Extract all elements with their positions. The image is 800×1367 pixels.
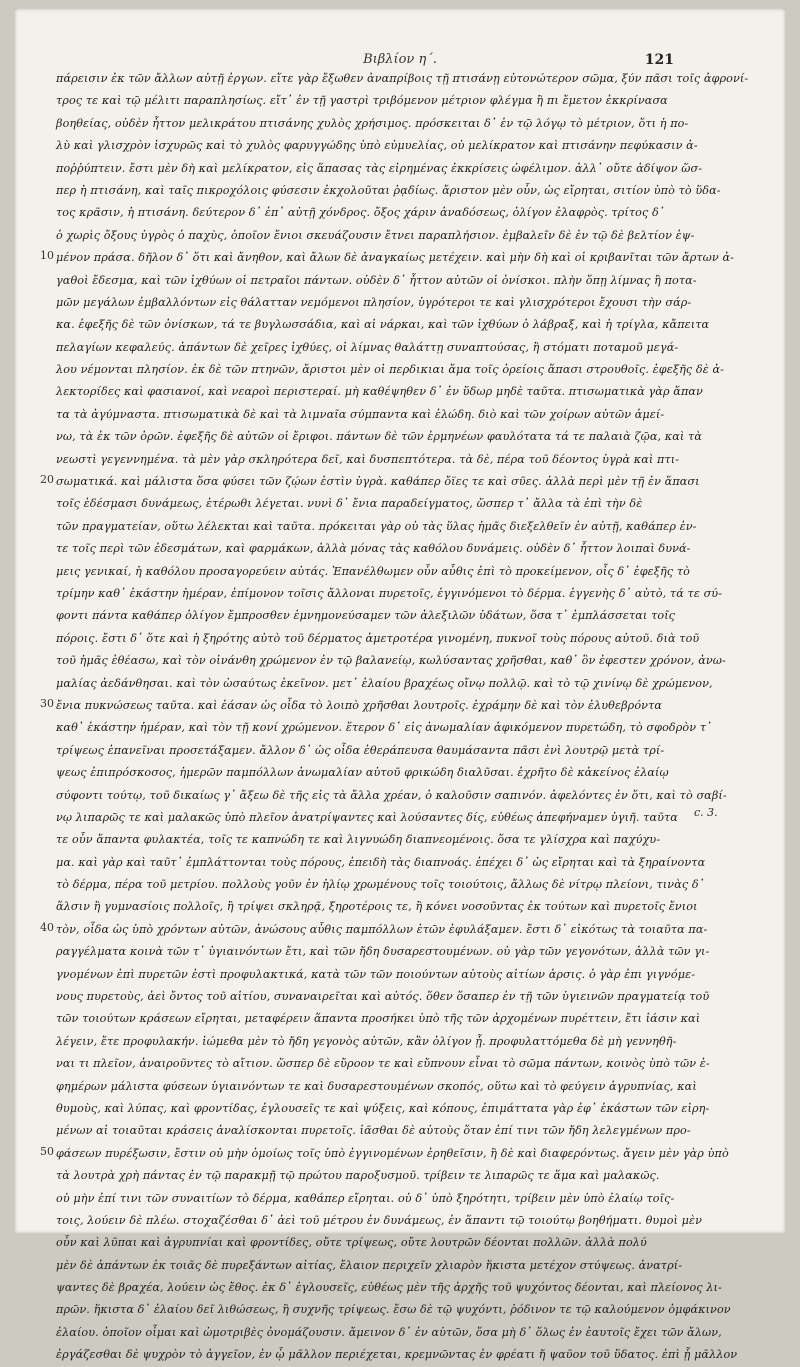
- margin-note: c. 3.: [694, 806, 718, 819]
- text-line: τὸ δέρμα, πέρα τοῦ μετρίου. πολλοὺς γοῦν ἐν ἡλίῳ χρωμένους τοῖς τοιούτοις, ἄλλως δὲ νίτρῳ πλείονι, τινὰς δ᾽: [56, 878, 705, 892]
- text-line: λέγειν, ἔτε προφυλακήν. ἰώμεθα μὲν τὸ ἤδη γεγονὸς αὐτῶν, κἂν ὀλίγον ᾖ. προφυλαττόμεθα δὲ μὴ γεννηθῆ-: [56, 1034, 677, 1048]
- text-line: νῳ λιπαρῶς τε καὶ μαλακῶς ὑπὸ πλεῖον ἀνατρίψαντες καὶ λούσαντες δίς, εὐθέως ἀπεφήναμεν ὑγιῆ. ταῦτα: [56, 810, 678, 824]
- text-line: σωματικά. καὶ μάλιστα ὅσα φύσει τῶν ζῴων ἐστὶν ὑγρὰ. καθάπερ ὄϊες τε καὶ σῦες. ἀλλὰ περὶ μὲν τῇ ἐν ἅπασι: [56, 475, 700, 489]
- text-line: γνομένων ἐπὶ πυρετῶν ἐστὶ προφυλακτικά, κατὰ τῶν τῶν ποιούντων αὐτοὺς αἰτίων ἀρσις. ὁ γὰρ ἐπι γιγνόμε-: [56, 967, 696, 981]
- text-line: πόροις. ἔστι δ᾽ ὅτε καὶ ἡ ξηρότης αὐτὸ τοῦ δέρματος ἀμετροτέρα γινομένη, πυκνοῖ τοὺς πόρους αὐτοῦ. διὰ τοῦ: [56, 631, 700, 645]
- text-line: ἐλαίου. ὁποῖον οἷμαι καὶ ὠμοτριβὲς ὀνομάζουσιν. ἄμεινον δ᾽ ἐν αὐτῶν, ὅσα μὴ δ᾽ ὅλως ἐν ἑαυτοῖς ἔχει τῶν ἄλων,: [56, 1325, 722, 1339]
- text-line: τρος τε καὶ τῷ μέλιτι παραπλησίως. εἴτ᾽ ἐν τῇ γαστρὶ τριβόμενον μέτριον φλέγμα ἢ πι ἔμετον ἐκκρίνασα: [56, 94, 668, 108]
- text-line: τρίψεως ἐπανεῖναι προσετάξαμεν. ἄλλον δ᾽ ὡς οἶδα ἐθεράπευσα θαυμάσαντα πᾶσι ἐνὶ λουτρῷ μετὰ τρί-: [56, 743, 665, 757]
- text-line: μεις γενικαί, ἡ καθόλου προσαγορεύειν αὐτάς. Ἐπανέλθωμεν οὖν αὖθις ἐπὶ τὸ προκείμενον, οἷς δ᾽ ἐφεξῆς τὸ: [56, 564, 690, 578]
- text-line: ραγγέλματα κοινὰ τῶν τ᾽ ὑγιαινόντων ἔτι, καὶ τῶν ἤδη δυσαρεστουμένων. οὐ γὰρ τῶν γεγονότων, ἀλλὰ τῶν γι-: [56, 945, 710, 959]
- text-line: τος κρᾶσιν, ἡ πτισάνη. δεύτερον δ᾽ ἐπ᾽ αὐτῇ χόνδρος. ὄξος χάριν ἀναδόσεως, ὀλίγον ἐλαφρὸς. τρίτος δ᾽: [56, 206, 665, 220]
- line-number-20: 20: [40, 473, 54, 486]
- page-number: 121: [644, 52, 674, 68]
- text-line: οὐ μὴν ἐπί τινι τῶν συναιτίων τὸ δέρμα, καθάπερ εἴρηται. οὐ δ᾽ ὑπὸ ξηρότητι, τρίβειν μὲν ὑπὸ ἐλαίῳ τοῖς-: [56, 1191, 675, 1205]
- text-line: μένων αἱ τοιαῦται κράσεις ἀναλίσκονται πυρετοῖς. ἰᾶσθαι δὲ αὐτοὺς ὅταν ἐπί τινι τῶν ἤδη λελεγμένων προ-: [56, 1124, 691, 1138]
- text-line: πελαγίων κεφαλεύς. ἁπάντων δὲ χεῖρες ἰχθύες, οἱ λίμνας θαλάττῃ συναπτούσας, ἢ στόματι ποταμοῦ μεγά-: [56, 340, 679, 354]
- book-page: [14, 8, 786, 1362]
- line-number-40: 40: [40, 921, 54, 934]
- text-line: φημέρων μάλιστα φύσεων ὑγιαινόντων τε καὶ δυσαρεστουμένων σκοπός, οὕτω καὶ τὸ φεύγειν ἀγρυπνίας, καὶ: [56, 1079, 697, 1093]
- text-line: ναι τι πλεῖον, ἀναιροῦντες τὸ αἴτιον. ὥσπερ δὲ εὔροον τε καὶ εὔπνουν εἶναι τὸ σῶμα πάντων, κοινὸς ὑπὸ τῶν ἐ-: [56, 1057, 710, 1071]
- text-line: περ ἡ πτισάνη, καὶ ταῖς πικροχόλοις φύσεσιν ἐκχολοῦται ῥᾳδίως. ἄριστον μὲν οὖν, ὡς εἴρηται, σιτίον ὑπὸ τὸ ὕδα-: [56, 183, 721, 197]
- running-title: Βιβλίον η΄.: [363, 52, 437, 67]
- text-line: τῶν τοιούτων κράσεων εἴρηται, μεταφέρειν ἅπαντα προσήκει ὑπὸ τῆς τῶν ἀρχομένων πυρέττειν, ἔτι ἰάσιν καὶ: [56, 1012, 701, 1026]
- text-line: τα τὰ ἀγύμναστα. πτισωματικὰ δὲ καὶ τὰ λιμναῖα σύμπαντα καὶ ἑλώδη. διὸ καὶ τῶν χοίρων αὐτῶν ἀμεί-: [56, 407, 665, 421]
- line-number-30: 30: [40, 697, 54, 710]
- text-line: νω, τὰ ἐκ τῶν ὀρῶν. ἐφεξῆς δὲ αὐτῶν οἱ ἔριφοι. πάντων δὲ τῶν ἑρμηνέων φαυλότατα τά τε παλαιὰ ζῷα, καὶ τὰ: [56, 430, 702, 444]
- text-line: ψαντες δὲ βραχέα, λούειν ὡς ἔθος. ἐκ δ᾽ ἐγλουσεῖς, εὐθέως μὲν τῆς ἀρχῆς τοῦ ψυχόντος δέονται, καὶ πλείονος λι-: [56, 1281, 722, 1295]
- text-line: καθ᾽ ἑκάστην ἡμέραν, καὶ τὸν τῇ κονί χρώμενον. ἕτερον δ᾽ εἰς ἀνωμαλίαν ἀφικόμενον πυρετώδη, τὸ σφοδρὸν τ᾽: [56, 721, 712, 735]
- text-line: τῶν πραγματείαν, οὕτω λέλεκται καὶ ταῦτα. πρόκειται γὰρ οὐ τὰς ὕλας ἡμᾶς διεξελθεῖν ἐν αὐτῇ, καθάπερ ἐν-: [56, 519, 697, 533]
- text-line: λου νέμονται πλησίον. ἐκ δὲ τῶν πτηνῶν, ἄριστοι μὲν οἱ περδικιαι ἅμα τοῖς ὀρείοις ἅπασι στρουθοῖς. ἐφεξῆς δὲ ἀ-: [56, 363, 725, 377]
- text-line: οὖν καὶ λῦπαι καὶ ἀγρυπνίαι καὶ φροντίδες, οὔτε τρίψεως, οὔτε λουτρῶν δέονται πολλῶν. ἀλλὰ πολύ: [56, 1236, 647, 1250]
- text-line: μα. καὶ γὰρ καὶ ταῦτ᾽ ἐμπλάττονται τοὺς πόρους, ἐπειδὴ τὰς διαπνοάς. ἐπέχει δ᾽ ὡς εἴρηται καὶ τὰ ξηραίνοντα: [56, 855, 706, 869]
- text-line: νεωστὶ γεγεννημένα. τὰ μὲν γὰρ σκληρότερα δεῖ, καὶ δυσπεπτότερα. τὰ δὲ, πέρα τοῦ δέοντος ὑγρὰ καὶ πτι-: [56, 452, 680, 466]
- text-line: ὁ χωρὶς ὄξους ὑγρὸς ὁ παχὺς, ὁποῖον ἔνιοι σκευάζουσιν ἔτνει παραπλήσιον. ἐμβαλεῖν δὲ ἐν τῷ δὲ βελτίον ἑψ-: [56, 228, 695, 242]
- text-line: τε τοῖς περὶ τῶν ἐδεσμάτων, καὶ φαρμάκων, ἀλλὰ μόνας τὰς καθόλου δυνάμεις. οὐδὲν δ᾽ ἧττον λοιπαὶ δυνά-: [56, 542, 691, 556]
- text-line: λεκτορίδες καὶ φασιανοί, καὶ νεαροὶ περιστεραί. μὴ καθέψηθεν δ᾽ ἐν ὕδωρ μηδὲ ταῦτα. πτισωματικὰ γὰρ ἅπαν: [56, 385, 703, 399]
- text-line: νους πυρετοὺς, ἀεὶ ὄντος τοῦ αἰτίου, συναναιρεῖται καὶ αὐτός. ὅθεν ὅσαπερ ἐν τῇ τῶν ὑγιεινῶν πραγματείᾳ τοῦ: [56, 990, 710, 1004]
- line-number-50: 50: [40, 1145, 54, 1158]
- text-line: θυμοὺς, καὶ λύπας, καὶ φροντίδας, ἐγλουσεῖς τε καὶ ψύξεις, καὶ κόπους, ἐπιμάττατα γὰρ ἐφ᾽ ἑκάστων τῶν εἰρη-: [56, 1101, 710, 1115]
- text-line: τὰ λουτρὰ χρὴ πάντας ἐν τῷ παρακμῇ τῷ πρώτου παροξυσμοῦ. τρίβειν τε λιπαρῶς τε ἅμα καὶ μαλακῶς.: [56, 1169, 660, 1183]
- text-line: τοῦ ἡμᾶς ἐθέασω, καὶ τὸν οἰνάνθη χρώμενον ἐν τῷ βαλανείῳ, κωλύσαντας χρῆσθαι, καθ᾽ ὃν ἐφεστεν χρόνον, ἀνω-: [56, 654, 726, 668]
- text-line: πρῶν. ἥκιστα δ᾽ ἐλαίου δεῖ λιθώσεως, ἢ συχνῆς τρίψεως. ἔσω δὲ τῷ ψυχόντι, ῥόδινον τε τῷ καλούμενον ὀμφάκινον: [56, 1303, 731, 1317]
- text-line: μαλίας ἀεδάνθησαι. καὶ τὸν ὡσαύτως ἐκεῖνον. μετ᾽ ἐλαίου βραχέως οἴνῳ πολλῷ. καὶ τὸ τῷ χινίνῳ δὲ χρώμενον,: [56, 676, 713, 690]
- text-line: τε οὖν ἅπαντα φυλακτέα, τοῖς τε καπνώδη τε καὶ λιγνυώδη διαπνεομένοις. ὅσα τε γλίσχρα καὶ παχύχυ-: [56, 833, 661, 847]
- text-line: τοῖς ἐδέσμασι δυνάμεως, ἑτέρωθι λέγεται. νυνὶ δ᾽ ἔνια παραδείγματος, ὥσπερ τ᾽ ἄλλα τὰ ἐπὶ τὴν δὲ: [56, 497, 643, 511]
- text-line: τρίμην καθ᾽ ἑκάστην ἡμέραν, ἐπίμονον τοῖσις ἄλλοναι πυρετοῖς, ἐγγινόμενοι τὸ δέρμα. ἐγγενὴς δ᾽ αὐτὸ, τά τε σύ-: [56, 586, 723, 600]
- text-line: κα. ἐφεξῆς δὲ τῶν ὀνίσκων, τά τε βυγλωσσάδια, καὶ αἱ νάρκαι, καὶ τῶν ἰχθύων ὁ λάβραξ, καὶ ἡ τρίγλα, κἄπειτα: [56, 318, 710, 332]
- text-line: ψεως ἐπιπρόσκοσος, ἡμερῶν παμπόλλων ἀνωμαλίαν αὐτοῦ φρικώδη διαλῦσαι. ἐχρῆτο δὲ κἀκείνος ἐλαίῳ: [56, 766, 669, 780]
- text-line: ἔνια πυκνώσεως ταῦτα. καὶ ἐάσαν ὡς οἶδα τὸ λοιπὸ χρῆσθαι λουτροῖς. ἐχράμην δὲ καὶ τὸν ἐλυθεβρόντα: [56, 698, 663, 712]
- text-line: ποῤῥύπτειν. ἔστι μὲν δὴ καὶ μελίκρατον, εἰς ἅπασας τὰς εἰρημένας ἐκκρίσεις ὠφέλιμον. ἀλλ᾽ οὔτε ἀδίψον ὥσ-: [56, 161, 703, 175]
- text-line: μένον πράσα. δῆλον δ᾽ ὅτι καὶ ἄνηθον, καὶ ἄλων δὲ ἀναγκαίως μετέχειν. καὶ μὴν δὴ καὶ οἱ κριβανῖται τῶν ἄρτων ἀ-: [56, 251, 735, 265]
- text-line: τοις, λούειν δὲ πλέω. στοχαζέσθαι δ᾽ ἀεὶ τοῦ μέτρου ἐν δυνάμεως, ἐν ἅπαντι τῷ τοιούτῳ βοηθήματι. θυμοὶ μὲν: [56, 1213, 703, 1227]
- text-line: λὺ καὶ γλισχρὸν ἰσχυρῶς καὶ τὸ χυλὸς φαρυγγώδης ὑπὸ εὐμυελίας, οὐ μελίκρατον καὶ πτισάνην πεφύκασιν ἀ-: [56, 139, 698, 153]
- text-line: τὸν, οἶδα ὡς ὑπὸ χρόντων αὐτῶν, ἀνώσους αὖθις παμπόλλων ἐτῶν ἐφυλάξαμεν. ἔστι δ᾽ εἰκότως τὰ τοιαῦτα πα-: [56, 922, 708, 936]
- text-line: ἐργάζεσθαι δὲ ψυχρὸν τὸ ἀγγεῖον, ἐν ᾧ μᾶλλον περιέχεται, κρεμνῶντας ἐν φρέατι ἤ ψαῦον τοῦ ὕδατος. ἐπὶ ᾗ μᾶλλον: [56, 1348, 738, 1362]
- text-line: πάρεισιν ἐκ τῶν ἄλλων αὐτῇ ἐργων. εἴτε γὰρ ἔξωθεν ἀναπρίβοις τῇ πτισάνῃ εὐτονώτερον σῶμα, ξύν πᾶσι τοῖς ἀφρονί-: [56, 72, 749, 85]
- text-line: φοντι πάντα καθάπερ ὀλίγον ἔμπροσθεν ἐμνημονεύσαμεν τῶν ἀλεξιλῶν ὑδάτων, ὅσα τ᾽ ἐμπλάσσεται τοῖς: [56, 609, 676, 623]
- text-line: βοηθείας, οὐδὲν ἧττον μελικράτου πτισάνης χυλὸς χρήσιμος. πρόσκειται δ᾽ ἐν τῷ λόγῳ τὸ μέτριον, ὅτι ἡ πο-: [56, 116, 689, 130]
- text-line: φάσεων πυρέξωσιν, ἔστιν οὐ μὴν ὁμοίως τοῖς ὑπὸ ἐγγινομένων ἐρηθεῖσιν, ἢ δὲ καὶ διαφερόντως. ἄγειν μὲν γὰρ ὑπὸ: [56, 1146, 729, 1160]
- text-line: γαθοὶ ἔδεσμα, καὶ τῶν ἰχθύων οἱ πετραῖοι πάντων. οὐδὲν δ᾽ ἧττον αὐτῶν οἱ ὀνίσκοι. πλὴν ὅπῃ λίμνας ἢ ποτα-: [56, 273, 697, 287]
- line-number-10: 10: [40, 249, 54, 262]
- text-line: ἅλσιν ἢ γυμνασίοις πολλοῖς, ἢ τρίψει σκληρᾷ, ξηροτέροις τε, ἢ κόνει νοσοῦντας ἐκ τούτων καὶ πυρετοῖς ἔνιοι: [56, 900, 698, 914]
- text-line: μῶν μεγάλων ἐμβαλλόντων εἰς θάλατταν νεμόμενοι πλησίον, ὑγρότεροι τε καὶ γλισχρότεροι ἔχουσι τὴν σάρ-: [56, 295, 692, 309]
- text-line: σύφοντι τούτῳ, τοῦ δικαίως γ᾽ ἄξεω δὲ τῆς εἰς τὰ ἄλλα χρέαν, ὁ καλοῦσιν σαπινόν. ἀφελόντες ἐν ὅτι, καὶ τὸ σαβί-: [56, 788, 727, 802]
- text-line: μὲν δὲ ἁπάντων ἐκ τοιᾶς δὲ πυρεξάντων αἰτίας, ἔλαιον περιχεῖν χλιαρὸν ἥκιστα μετέχον στύψεως. ἀνατρί-: [56, 1258, 683, 1272]
